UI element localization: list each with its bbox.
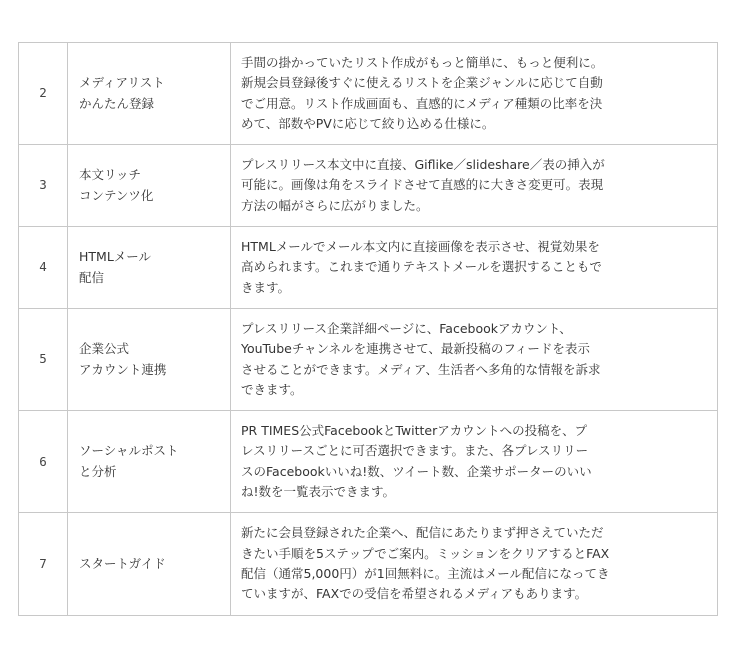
description-line: 手間の掛かっていたリスト作成がもっと簡単に、もっと便利に。	[241, 55, 604, 70]
description-line: でご用意。リスト作成画面も、直感的にメディア種類の比率を決	[241, 95, 603, 111]
row-number-cell: 3	[19, 145, 68, 227]
feature-name-cell: メディアリスト かんたん登録	[68, 43, 231, 145]
description-line: スのFacebookいいね!数、ツイート数、企業サポーターのいい	[241, 463, 592, 479]
feature-name-cell: 企業公式 アカウント連携	[68, 308, 231, 410]
feature-description-cell	[231, 513, 718, 615]
feature-description-cell	[231, 227, 718, 309]
feature-description-cell	[231, 308, 718, 410]
description-line: レスリリースごとに可否選択できます。また、各プレスリリー	[241, 443, 589, 459]
feature-description-cell	[231, 145, 718, 227]
description-line: PR TIMES公式FacebookとTwitterアカウントへの投稿を、プ	[241, 423, 588, 439]
description-line: 新規会員登録後すぐに使えるリストを企業ジャンルに応じて自動	[241, 75, 603, 91]
description-line: させることができます。メディア、生活者へ多角的な情報を訴求	[241, 361, 601, 377]
feature-description-cell	[231, 411, 718, 513]
table-row	[19, 227, 718, 309]
description-line: めて、部数やPVに応じて絞り込める仕様に。	[241, 115, 495, 131]
description-line: HTMLメールでメール本文内に直接画像を表示させ、視覚効果を	[241, 239, 600, 255]
feature-name-cell: スタートガイド	[68, 513, 231, 615]
row-number-cell: 2	[19, 43, 68, 145]
table-row	[19, 308, 718, 410]
table-row	[19, 411, 718, 513]
row-number-cell: 5	[19, 308, 68, 410]
feature-description-cell	[231, 43, 718, 145]
description-line: ね!数を一覧表示できます。	[241, 484, 396, 500]
description-line: プレスリリース企業詳細ページに、Facebookアカウント、	[241, 320, 572, 336]
description-line: プレスリリース本文中に直接、Giflike／slideshare／表の挿入が	[241, 157, 605, 173]
row-number-cell: 7	[19, 513, 68, 615]
description-line: ていますが、FAXでの受信を希望されるメディアもあります。	[241, 586, 588, 602]
feature-name-cell: ソーシャルポスト と分析	[68, 411, 231, 513]
table-row	[19, 43, 718, 145]
description-line: きます。	[241, 279, 291, 295]
description-line: きたい手順を5ステップでご案内。ミッションをクリアするとFAX	[241, 545, 610, 561]
description-line: 可能に。画像は角をスライドさせて直感的に大きさ変更可。表現	[241, 177, 604, 193]
row-number-cell: 4	[19, 227, 68, 309]
feature-name-cell: 本文リッチ コンテンツ化	[68, 145, 231, 227]
description-line: 高められます。これまで通りテキストメールを選択することもで	[241, 259, 602, 275]
description-line: 新たに会員登録された企業へ、配信にあたりまず押さえていただ	[241, 525, 604, 541]
table-row	[19, 513, 718, 615]
description-line: YouTubeチャンネルを連携させて、最新投稿のフィードを表示	[241, 341, 590, 357]
table-row	[19, 145, 718, 227]
description-line: 配信（通常5,000円）が1回無料に。主流はメール配信になってき	[241, 565, 610, 581]
description-line: 方法の幅がさらに広がりました。	[241, 197, 429, 213]
feature-name-cell: HTMLメール 配信	[68, 227, 231, 309]
feature-table-body	[19, 43, 718, 616]
feature-table	[18, 42, 718, 616]
description-line: できます。	[241, 381, 303, 397]
row-number-cell: 6	[19, 411, 68, 513]
